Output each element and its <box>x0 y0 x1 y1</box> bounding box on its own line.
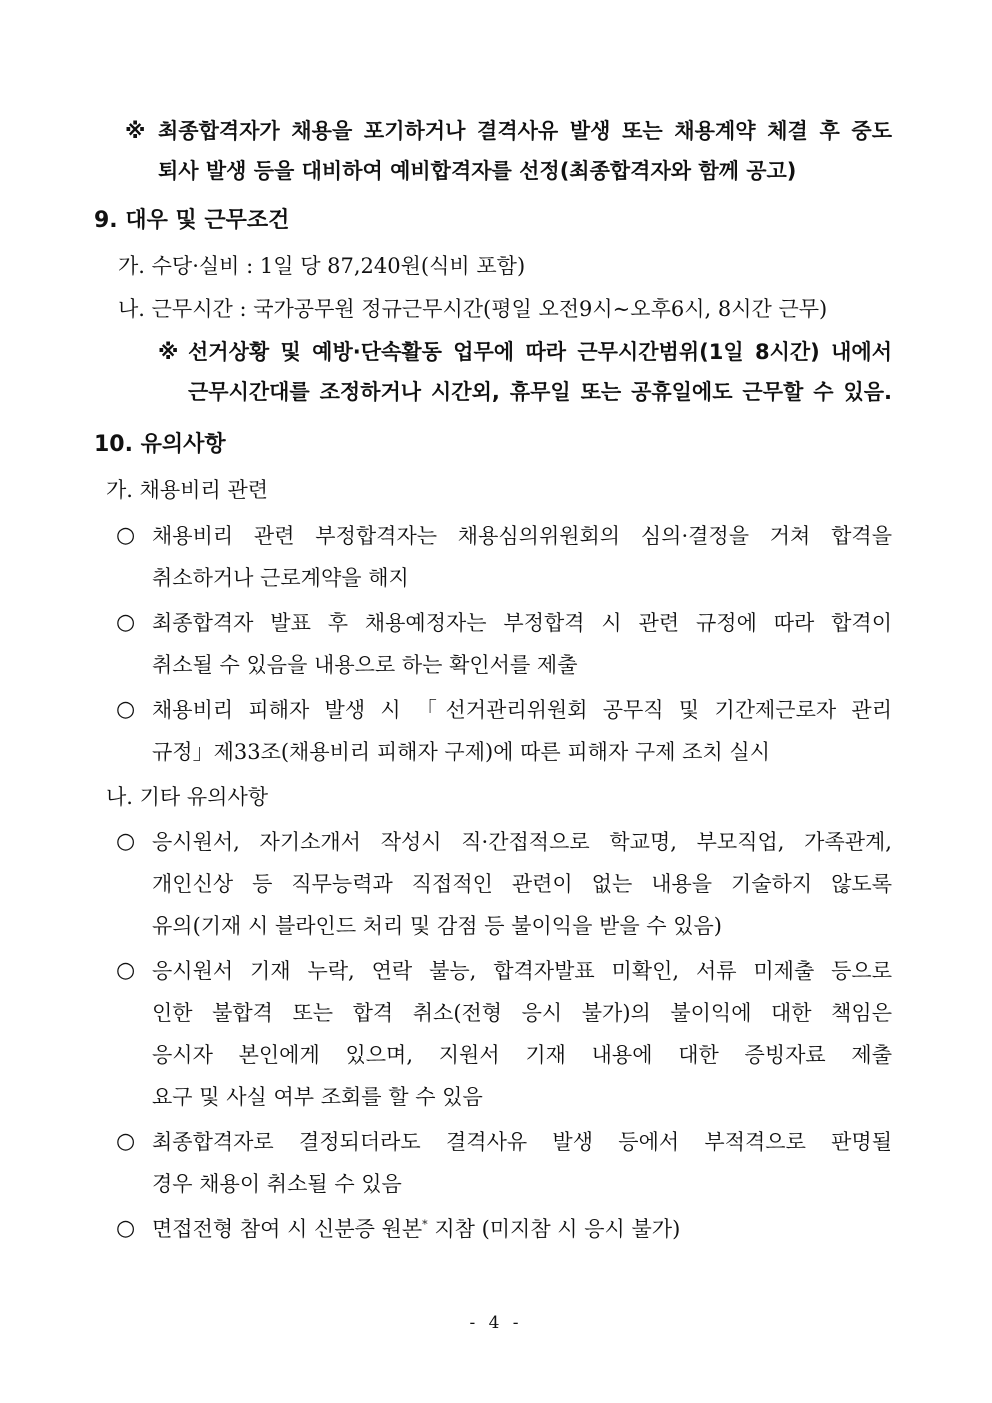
note-mark: ※ <box>158 340 179 364</box>
subsection-heading: 나. 기타 유의사항 <box>106 785 269 809</box>
bullet-icon: ○ <box>116 1216 136 1241</box>
list-item-text: 면접전형 참여 시 신분증 원본 <box>152 1217 423 1241</box>
list-item-line <box>152 1216 680 1242</box>
bullet-icon: ○ <box>116 1129 136 1154</box>
list-item-line: 경우 채용이 취소될 수 있음 <box>152 1172 402 1196</box>
bullet-icon: ○ <box>116 523 136 548</box>
bullet-icon: ○ <box>116 697 136 722</box>
bullet-icon: ○ <box>116 958 136 983</box>
page-number: - 4 - <box>469 1313 523 1333</box>
note-mark: ※ <box>125 119 146 143</box>
note-text-line: 선거상황 및 예방·단속활동 업무에 따라 근무시간범위(1일 8시간) 내에서 <box>188 340 892 364</box>
list-item-text: 지참 (미지참 시 응시 불가) <box>427 1217 681 1241</box>
list-item-line: 응시원서 기재 누락, 연락 불능, 합격자발표 미확인, 서류 미제출 등으로 <box>152 959 892 983</box>
bullet-icon: ○ <box>116 610 136 635</box>
list-item-line: 채용비리 관련 부정합격자는 채용심의위원회의 심의·결정을 거쳐 합격을 <box>152 524 892 548</box>
list-item-line: 최종합격자로 결정되더라도 결격사유 발생 등에서 부적격으로 판명될 <box>152 1130 892 1154</box>
list-item-line: 규정」제33조(채용비리 피해자 구제)에 따른 피해자 구제 조치 실시 <box>152 740 770 764</box>
list-item: 가. 수당·실비 : 1일 당 87,240원(식비 포함) <box>118 254 526 278</box>
list-item-line: 응시자 본인에게 있으며, 지원서 기재 내용에 대한 증빙자료 제출 <box>152 1043 892 1067</box>
list-item-line: 유의(기재 시 블라인드 처리 및 감점 등 불이익을 받을 수 있음) <box>152 914 723 938</box>
list-item-line: 채용비리 피해자 발생 시 「선거관리위원회 공무직 및 기간제근로자 관리 <box>152 698 892 722</box>
list-item: 나. 근무시간 : 국가공무원 정규근무시간(평일 오전9시∼오후6시, 8시간 근무) <box>118 297 828 321</box>
list-item-line: 응시원서, 자기소개서 작성시 직·간접적으로 학교명, 부모직업, 가족관계, <box>152 830 892 854</box>
subsection-heading: 가. 채용비리 관련 <box>106 478 269 502</box>
list-item-line: 취소하거나 근로계약을 해지 <box>152 566 409 590</box>
list-item-line: 요구 및 사실 여부 조회를 할 수 있음 <box>152 1085 483 1109</box>
list-item-line: 개인신상 등 직무능력과 직접적인 관련이 없는 내용을 기술하지 않도록 <box>152 872 892 896</box>
note-text-line: 근무시간대를 조정하거나 시간외, 휴무일 또는 공휴일에도 근무할 수 있음. <box>188 380 892 404</box>
list-item-line: 인한 불합격 또는 합격 취소(전형 응시 불가)의 불이익에 대한 책임은 <box>152 1001 892 1025</box>
list-item-line: 취소될 수 있음을 내용으로 하는 확인서를 제출 <box>152 653 578 677</box>
list-item-line: 최종합격자 발표 후 채용예정자는 부정합격 시 관련 규정에 따라 합격이 <box>152 611 892 635</box>
note-text-line: 최종합격자가 채용을 포기하거나 결격사유 발생 또는 채용계약 체결 후 중도 <box>158 119 892 143</box>
note-text-line: 퇴사 발생 등을 대비하여 예비합격자를 선정(최종합격자와 함께 공고) <box>158 159 797 183</box>
section-heading: 9. 대우 및 근무조건 <box>94 208 290 233</box>
bullet-icon: ○ <box>116 829 136 854</box>
section-heading: 10. 유의사항 <box>94 432 226 457</box>
footnote-mark: * <box>422 1218 428 1231</box>
